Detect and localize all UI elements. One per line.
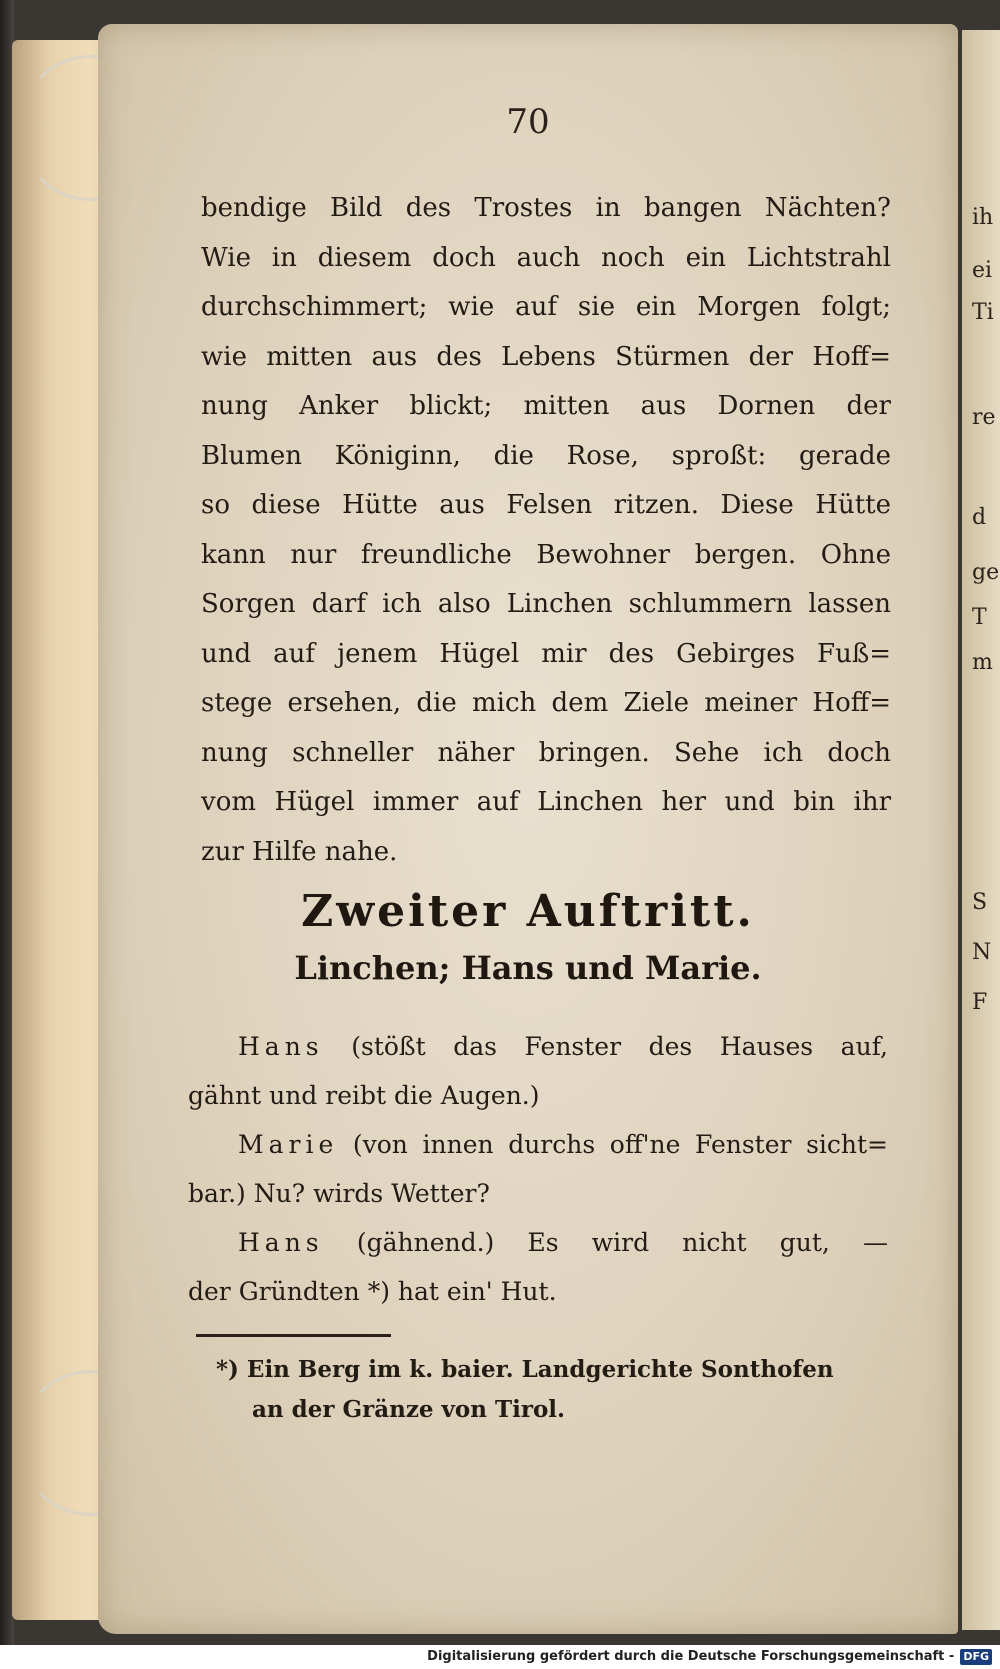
adjacent-fragment: ih: [972, 205, 994, 230]
dfg-logo: DFG: [960, 1649, 992, 1665]
digitization-credit-bar: [0, 1645, 1000, 1669]
text-line: so diese Hütte aus Felsen ritzen. Diese Hütte: [201, 490, 891, 520]
spoken-text: (gähnend.) Es wird nicht gut, —: [356, 1228, 888, 1257]
book-page: [98, 24, 958, 1634]
text-line: wie mitten aus des Lebens Stürmen der Hoff=: [201, 341, 891, 372]
dialog-line: [188, 1120, 888, 1169]
footnote-divider: [196, 1334, 391, 1337]
text-line: nung schneller näher bringen. Sehe ich doch: [201, 737, 891, 768]
footnote: [216, 1350, 896, 1430]
footnote-line: an der Gränze von Tirol.: [252, 1396, 566, 1423]
adjacent-fragment: ge: [972, 560, 1000, 585]
text-line: vom Hügel immer auf Linchen her und bin ihr: [201, 787, 891, 817]
text-line: zur Hilfe nahe.: [201, 836, 398, 867]
text-line: Blumen Königinn, die Rose, sproßt: gerade: [201, 440, 891, 471]
dialog-block: [188, 1022, 888, 1316]
stage-direction: (stößt das Fenster des Hauses auf,: [351, 1032, 888, 1061]
adjacent-fragment: F: [972, 990, 988, 1015]
adjacent-fragment: N: [972, 940, 992, 965]
adjacent-fragment: re: [972, 405, 996, 430]
dialog-line: gähnt und reibt die Augen.): [188, 1081, 540, 1110]
speaker-name: Hans: [238, 1032, 324, 1061]
credit-text: Digitalisierung gefördert durch die Deutsche Forschungsgemeinschaft -: [427, 1649, 955, 1664]
adjacent-fragment: Ti: [972, 300, 994, 325]
stage-direction: (von innen durchs off'ne Fenster sicht=: [352, 1130, 888, 1159]
adjacent-fragment: T: [972, 605, 987, 630]
text-line: Sorgen darf ich also Linchen schlummern lassen: [201, 589, 891, 619]
text-line: Wie in diesem doch auch noch ein Lichtstrahl: [201, 242, 891, 273]
paragraph: [201, 184, 891, 877]
text-line: und auf jenem Hügel mir des Gebirges Fuß=: [201, 638, 891, 669]
dialog-line: bar.) Nu? wirds Wetter?: [188, 1179, 490, 1208]
scene-characters: Linchen; Hans und Marie.: [294, 949, 762, 987]
page-number: 70: [506, 102, 550, 142]
speaker-name: Hans: [238, 1228, 324, 1257]
scene-title: Zweiter Auftritt.: [301, 886, 755, 937]
dialog-line: [188, 1218, 888, 1267]
text-line: nung Anker blickt; mitten aus Dornen der: [201, 391, 891, 421]
dialog-line: [188, 1022, 888, 1071]
footnote-line: *) Ein Berg im k. baier. Landgerichte Sonthofen: [216, 1356, 834, 1383]
adjacent-fragment: d: [972, 505, 987, 530]
adjacent-fragment: m: [972, 650, 993, 675]
speaker-name: Marie: [238, 1130, 339, 1159]
text-line: bendige Bild des Trostes in bangen Nächten?: [201, 193, 891, 223]
text-line: kann nur freundliche Bewohner bergen. Ohne: [201, 539, 891, 570]
adjacent-fragment: ei: [972, 258, 993, 283]
dialog-line: der Gründten *) hat ein' Hut.: [188, 1277, 557, 1306]
adjacent-fragment: S: [972, 890, 988, 915]
text-line: durchschimmert; wie auf sie ein Morgen folgt;: [201, 292, 891, 322]
text-line: stege ersehen, die mich dem Ziele meiner Hoff=: [201, 688, 891, 718]
